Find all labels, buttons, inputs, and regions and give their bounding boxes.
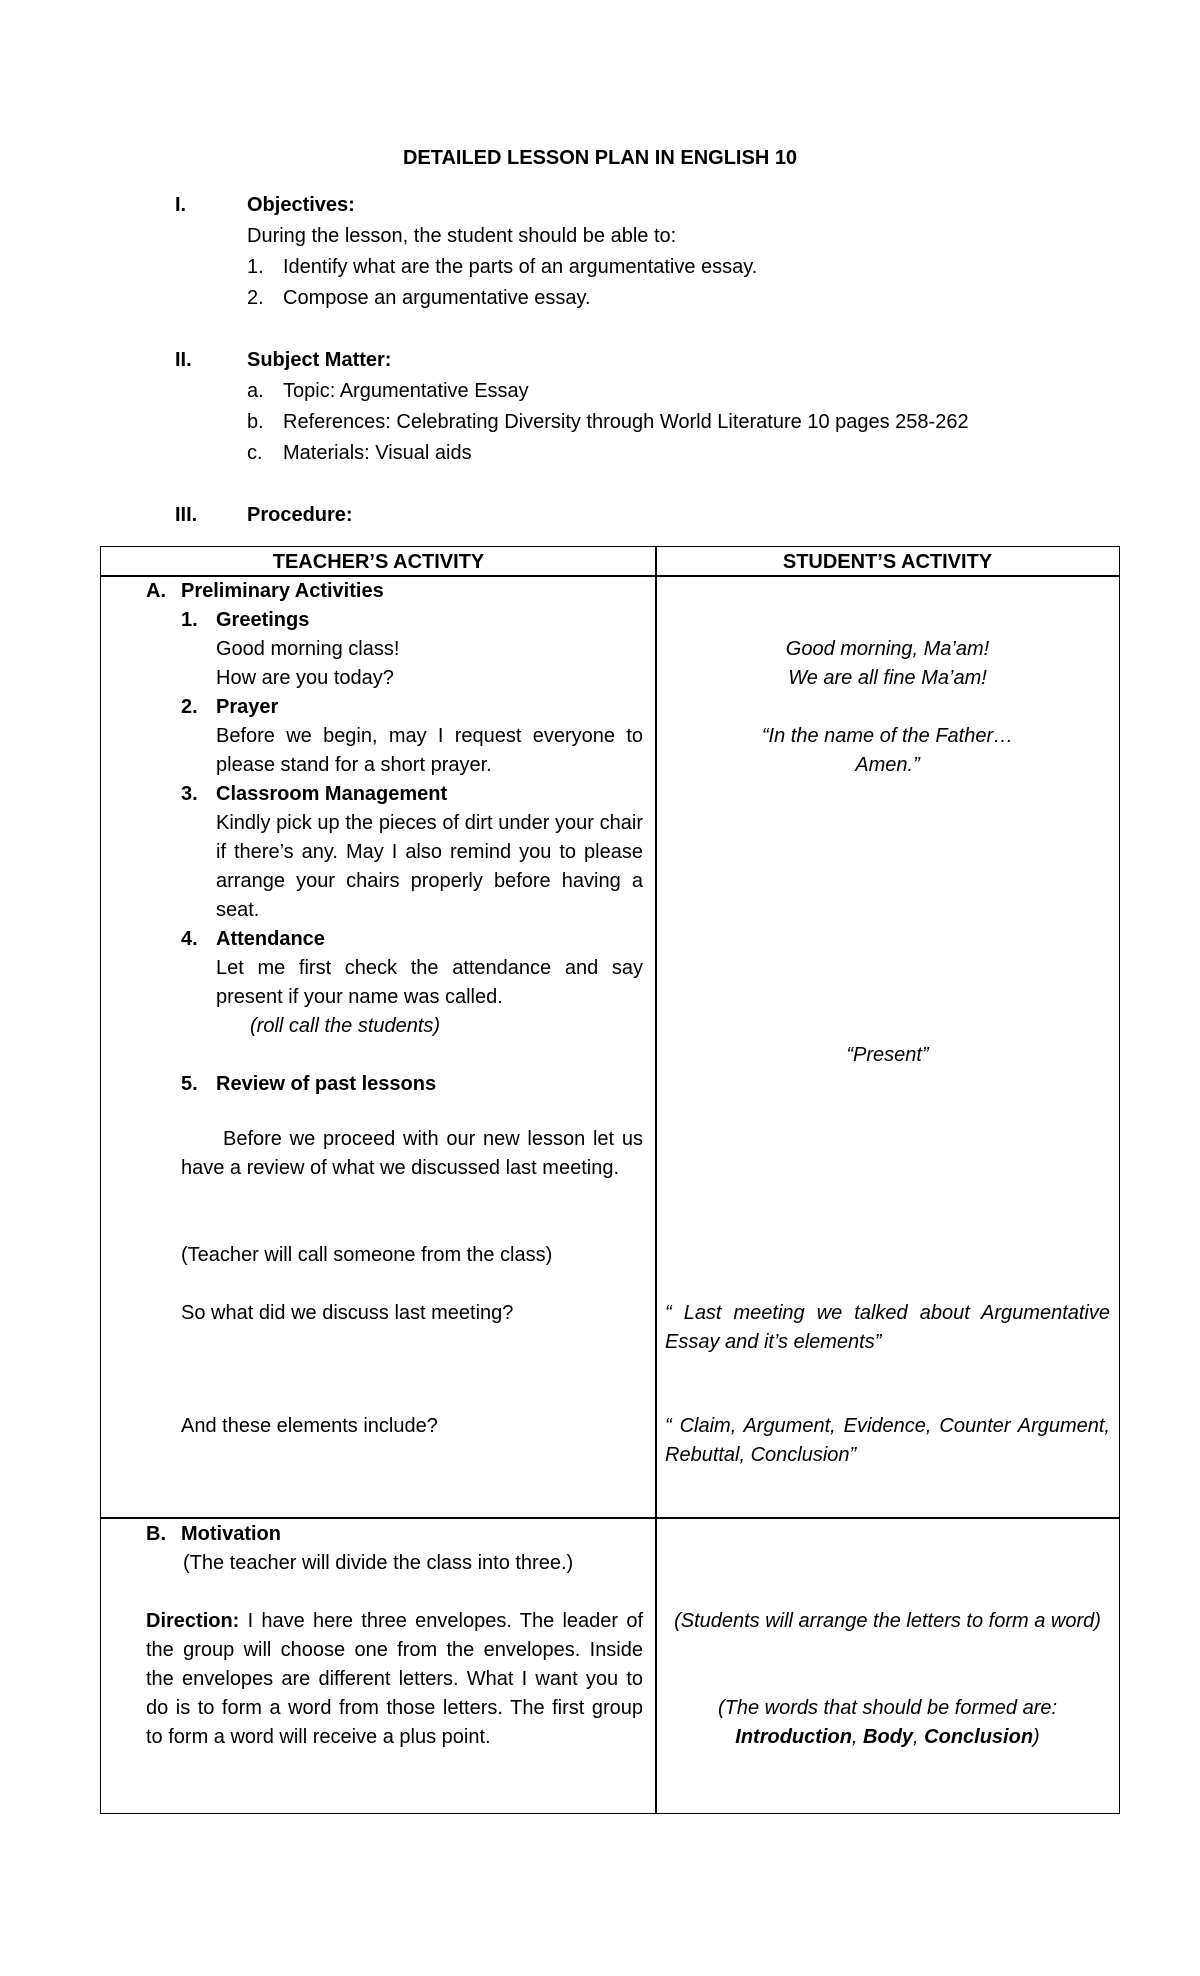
motivation-note: (The teacher will divide the class into three.) (183, 1552, 574, 1574)
objective-marker: 1. (247, 256, 264, 278)
review-note: (Teacher will call someone from the class) (181, 1244, 553, 1266)
greetings-line: How are you today? (216, 667, 394, 689)
greetings-line: Good morning class! (216, 638, 400, 660)
subject-marker: a. (247, 380, 264, 402)
student-greeting: Good morning, Ma’am! (785, 638, 990, 660)
motivation-direction (146, 1607, 643, 1752)
page-title: DETAILED LESSON PLAN IN ENGLISH 10 (402, 147, 798, 169)
word-conclusion: Conclusion (924, 1726, 1034, 1748)
review-answer: “ Last meeting we talked about Argumentative Essay and it’s elements” (665, 1302, 1110, 1353)
objective-item: Identify what are the parts of an argumentative essay. (283, 256, 758, 278)
subject-matter-heading: Subject Matter: (247, 349, 392, 371)
word-introduction: Introduction (735, 1726, 852, 1748)
words-prefix: (The words that should be formed are: (717, 1697, 1058, 1719)
objectives-intro: During the lesson, the student should be able to: (247, 225, 677, 247)
attendance-text: Let me first check the attendance and say present if your name was called. (216, 957, 643, 1008)
prayer-text: Before we begin, may I request everyone to please stand for a short prayer. (216, 725, 643, 776)
direction-label: Direction: (146, 1610, 240, 1632)
procedure-heading: Procedure: (247, 504, 353, 526)
prayer-marker: 2. (181, 696, 198, 718)
subject-matter-number: II. (175, 349, 192, 371)
objective-marker: 2. (247, 287, 264, 309)
objective-item: Compose an argumentative essay. (283, 287, 591, 309)
student-motivation: (Students will arrange the letters to form a word) (674, 1610, 1101, 1632)
preliminary-heading: Preliminary Activities (181, 580, 384, 602)
attendance-marker: 4. (181, 928, 198, 950)
student-prayer: “In the name of the Father… (761, 725, 1014, 747)
objectives-heading: Objectives: (247, 194, 355, 216)
review-question: And these elements include? (181, 1415, 438, 1437)
classroom-heading: Classroom Management (216, 783, 448, 805)
student-greeting: We are all fine Ma’am! (788, 667, 987, 689)
subject-item: Materials: Visual aids (283, 442, 472, 464)
attendance-note: (roll call the students) (250, 1015, 441, 1037)
review-marker: 5. (181, 1073, 198, 1095)
prayer-heading: Prayer (216, 696, 279, 718)
attendance-heading: Attendance (216, 928, 325, 950)
student-column-header: STUDENT’S ACTIVITY (782, 551, 993, 573)
subject-item: References: Celebrating Diversity through World Literature 10 pages 258-262 (283, 411, 969, 433)
preliminary-marker: A. (146, 580, 166, 602)
words-close: ) (1033, 1726, 1040, 1748)
review-question: So what did we discuss last meeting? (181, 1302, 514, 1324)
procedure-number: III. (175, 504, 198, 526)
review-heading: Review of past lessons (216, 1073, 437, 1095)
greetings-heading: Greetings (216, 609, 310, 631)
column-divider (655, 546, 657, 1814)
teacher-column-header: TEACHER’S ACTIVITY (272, 551, 485, 573)
motivation-marker: B. (146, 1523, 166, 1545)
greetings-marker: 1. (181, 609, 198, 631)
classroom-text: Kindly pick up the pieces of dirt under your chair if there’s any. May I also remind you to please arrange your chairs properly before having a seat. (216, 812, 643, 921)
word-separator: , (913, 1726, 925, 1748)
objectives-number: I. (175, 194, 187, 216)
subject-marker: b. (247, 411, 264, 433)
student-prayer: Amen.” (855, 754, 920, 776)
word-separator: , (851, 1726, 864, 1748)
student-present: “Present” (846, 1044, 929, 1066)
row-divider (100, 1517, 1120, 1519)
word-body: Body (863, 1726, 914, 1748)
direction-text: I have here three envelopes. The leader of the group will choose one from the envelopes. Inside the envelopes are different letters. What I want you to do is to form a word from those letters. The first group to form a word will receive a plus point. (146, 1610, 643, 1748)
review-answer: “ Claim, Argument, Evidence, Counter Argument, Rebuttal, Conclusion” (665, 1415, 1110, 1466)
motivation-heading: Motivation (181, 1523, 281, 1545)
student-words (665, 1694, 1110, 1752)
review-text: Before we proceed with our new lesson let us have a review of what we discussed last meeting. (181, 1128, 643, 1179)
classroom-marker: 3. (181, 783, 198, 805)
subject-item: Topic: Argumentative Essay (283, 380, 529, 402)
subject-marker: c. (247, 442, 263, 464)
